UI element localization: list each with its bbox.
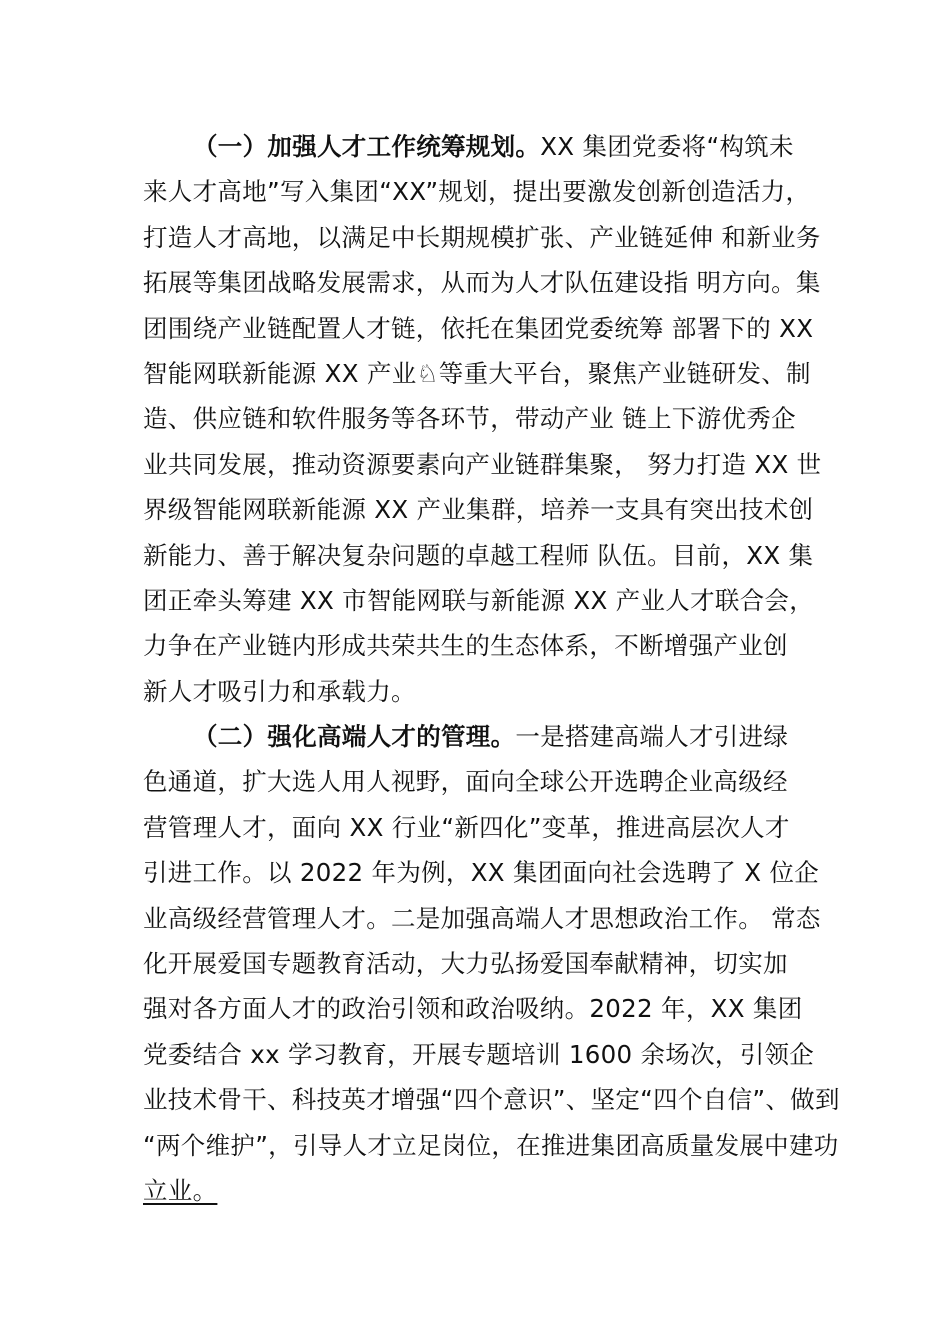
section1-line-1: 来人才高地”写入集团“XX”规划，提出要激发创新创造活力， (143, 177, 811, 207)
section2-heading: （二）强化高端人才的管理。 (193, 722, 516, 752)
section1-line-12: 新人才吸引力和承载力。 (143, 676, 416, 706)
section1-first-line (143, 124, 833, 169)
section2-line-6: 强对各方面人才的政治引领和政治吸纳。2022 年，XX 集团 (143, 994, 803, 1024)
section1-line-7: 业共同发展，推动资源要素向产业链群集聚， 努力打造 XX 世 (143, 449, 822, 479)
section1-line-9: 新能力、善于解决复杂问题的卓越工程师 队伍。目前，XX 集 (143, 540, 814, 570)
section2-line-7: 党委结合 xx 学习教育，开展专题培训 1600 余场次，引领企 (143, 1039, 815, 1069)
section2-line-2: 营管理人才，面向 XX 行业“新四化”变革，推进高层次人才 (143, 812, 790, 842)
section1-line-0: XX 集团党委将“构筑未 (540, 132, 794, 161)
section1-line-10: 团正牵头筹建 XX 市智能网联与新能源 XX 产业人才联合会， (143, 585, 815, 615)
section1-line-6: 造、供应链和软件服务等各环节，带动产业 链上下游优秀企 (143, 404, 796, 434)
section1-line-4: 团围绕产业链配置人才链，依托在集团党委统筹 部署下的 XX (143, 313, 814, 343)
section1-line-8: 界级智能网联新能源 XX 产业集群，培养一支具有突出技术创 (143, 495, 814, 525)
document-body (143, 124, 840, 1213)
section1-line-5: 智能网联新能源 XX 产业♘等重大平台，聚焦产业链研发、制 (143, 358, 811, 388)
section2-line-1: 色通道，扩大选人用人视野，面向全球公开选聘企业高级经 (143, 767, 788, 797)
section1-line-2: 打造人才高地，以满足中长期规模扩张、产业链延伸 和新业务 (143, 222, 821, 252)
section1-heading: （一）加强人才工作统筹规划。 (193, 132, 541, 161)
section2-line-3: 引进工作。以 2022 年为例，XX 集团面向社会选聘了 X 位企 (143, 858, 820, 888)
section2-first-line (143, 714, 833, 759)
section2-line-9: “两个维护”，引导人才立足岗位，在推进集团高质量发展中建功 (143, 1130, 839, 1160)
section1-line-11: 力争在产业链内形成共荣共生的生态体系，不断增强产业创 (143, 631, 788, 661)
section2-line-10: 立业。 (143, 1175, 218, 1205)
section2-line-0: 一是搭建高端人才引进绿 (515, 722, 789, 752)
section1-line-3: 拓展等集团战略发展需求，从而为人才队伍建设指 明方向。集 (143, 268, 821, 298)
section2-line-5: 化开展爱国专题教育活动，大力弘扬爱国奉献精神，切实加 (143, 949, 788, 979)
section2-line-8: 业技术骨干、科技英才增强“四个意识”、坚定“四个自信”、做到 (143, 1085, 840, 1115)
section2-line-4: 业高级经营管理人才。二是加强高端人才思想政治工作。 常态 (143, 903, 821, 933)
